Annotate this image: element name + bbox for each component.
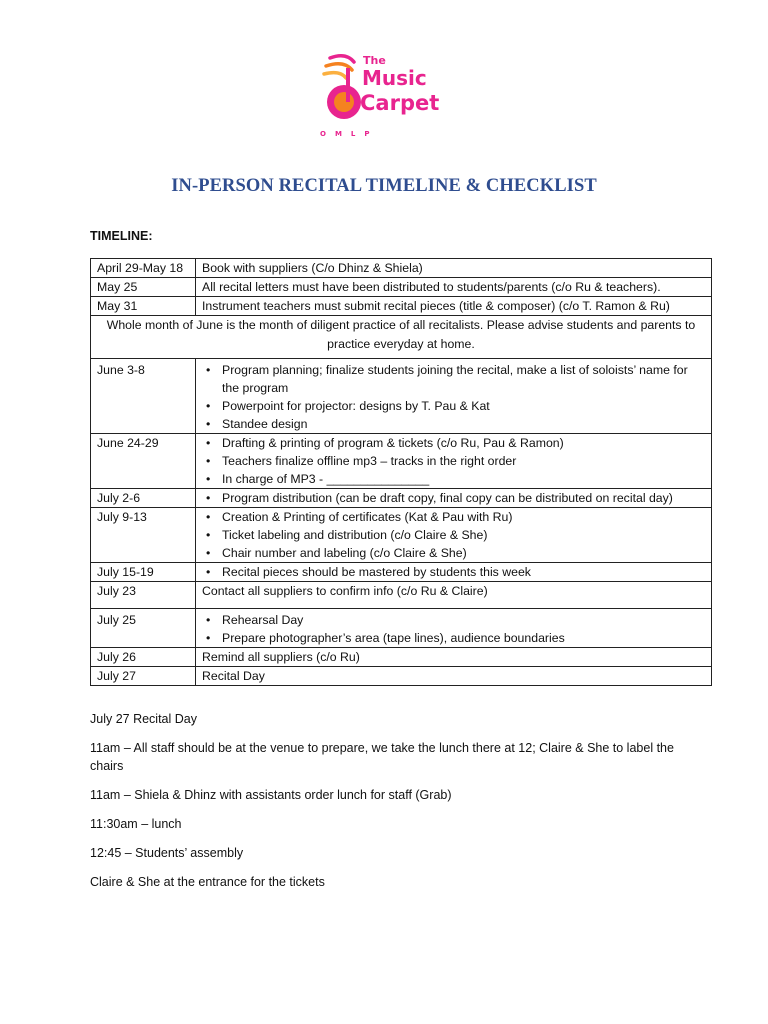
table-row	[91, 582, 712, 609]
recital-day-line: July 27 Recital Day	[90, 712, 197, 726]
row-task: Book with suppliers (C/o Dhinz & Shiela)	[196, 259, 712, 278]
row-date: July 23	[91, 582, 196, 609]
row-tasks	[196, 609, 712, 648]
table-row	[91, 434, 712, 489]
list-item: • Creation & Printing of certificates (Kat & Pau with Ru)	[202, 508, 705, 526]
table-row	[91, 508, 712, 563]
recital-day-line: 11am – Shiela & Dhinz with assistants order lunch for staff (Grab)	[90, 788, 452, 802]
row-tasks	[196, 489, 712, 508]
recital-day-line: 11:30am – lunch	[90, 817, 182, 831]
row-tasks	[196, 359, 712, 434]
timeline-heading: TIMELINE:	[90, 229, 153, 243]
row-date: July 26	[91, 648, 196, 667]
row-task: All recital letters must have been distributed to students/parents (c/o Ru & teachers).	[196, 278, 712, 297]
table-row	[91, 359, 712, 434]
list-item: • Standee design	[202, 415, 705, 433]
row-date: July 27	[91, 667, 196, 686]
table-row	[91, 316, 712, 359]
row-task: Contact all suppliers to confirm info (c/o Ru & Claire)	[196, 582, 712, 609]
list-item: • Rehearsal Day	[202, 611, 705, 629]
row-task: Recital Day	[196, 667, 712, 686]
row-date: April 29-May 18	[91, 259, 196, 278]
music-carpet-logo	[316, 50, 452, 140]
row-date: July 2-6	[91, 489, 196, 508]
logo-line2: Music	[362, 66, 427, 90]
list-item: • Ticket labeling and distribution (c/o Claire & She)	[202, 526, 705, 544]
row-date: June 24-29	[91, 434, 196, 489]
row-task: Instrument teachers must submit recital pieces (title & composer) (c/o T. Ramon & Ru)	[196, 297, 712, 316]
table-row	[91, 297, 712, 316]
row-tasks	[196, 434, 712, 489]
row-tasks	[196, 508, 712, 563]
logo-line1: The	[363, 54, 386, 67]
row-date: June 3-8	[91, 359, 196, 434]
table-row	[91, 609, 712, 648]
row-date: July 9-13	[91, 508, 196, 563]
document-title: IN-PERSON RECITAL TIMELINE & CHECKLIST	[171, 176, 597, 196]
recital-day-line: 12:45 – Students’ assembly	[90, 846, 244, 860]
row-tasks	[196, 563, 712, 582]
row-task: Remind all suppliers (c/o Ru)	[196, 648, 712, 667]
table-row	[91, 259, 712, 278]
list-item: • Program distribution (can be draft copy, final copy can be distributed on recital day)	[202, 489, 705, 507]
june-note: Whole month of June is the month of diligent practice of all recitalists. Please advise students and parents to practice everyday at home.	[91, 316, 712, 359]
list-item: • Recital pieces should be mastered by students this week	[202, 563, 705, 581]
list-item: • Prepare photographer’s area (tape lines), audience boundaries	[202, 629, 705, 647]
timeline-table	[90, 258, 712, 686]
list-item: • Powerpoint for projector: designs by T. Pau & Kat	[202, 397, 705, 415]
table-row	[91, 563, 712, 582]
recital-day-line: 11am – All staff should be at the venue to prepare, we take the lunch there at 12; Claire & She to label the chairs	[90, 741, 674, 773]
row-date: May 31	[91, 297, 196, 316]
music-note-icon	[316, 50, 452, 140]
recital-day-line: Claire & She at the entrance for the tickets	[90, 875, 325, 889]
row-date: May 25	[91, 278, 196, 297]
list-item: • Teachers finalize offline mp3 – tracks in the right order	[202, 452, 705, 470]
logo-tagline: OMLP	[320, 130, 379, 138]
list-item: • In charge of MP3 - _______________	[202, 470, 705, 488]
list-item: • Chair number and labeling (c/o Claire & She)	[202, 544, 705, 562]
table-row	[91, 667, 712, 686]
row-date: July 25	[91, 609, 196, 648]
list-item: • Program planning; finalize students joining the recital, make a list of soloists’ name for the program	[202, 361, 705, 397]
row-date: July 15-19	[91, 563, 196, 582]
table-row	[91, 648, 712, 667]
logo-line3: Carpet	[360, 91, 440, 115]
list-item: • Drafting & printing of program & tickets (c/o Ru, Pau & Ramon)	[202, 434, 705, 452]
table-row	[91, 489, 712, 508]
table-row	[91, 278, 712, 297]
recital-day-notes	[90, 710, 690, 902]
